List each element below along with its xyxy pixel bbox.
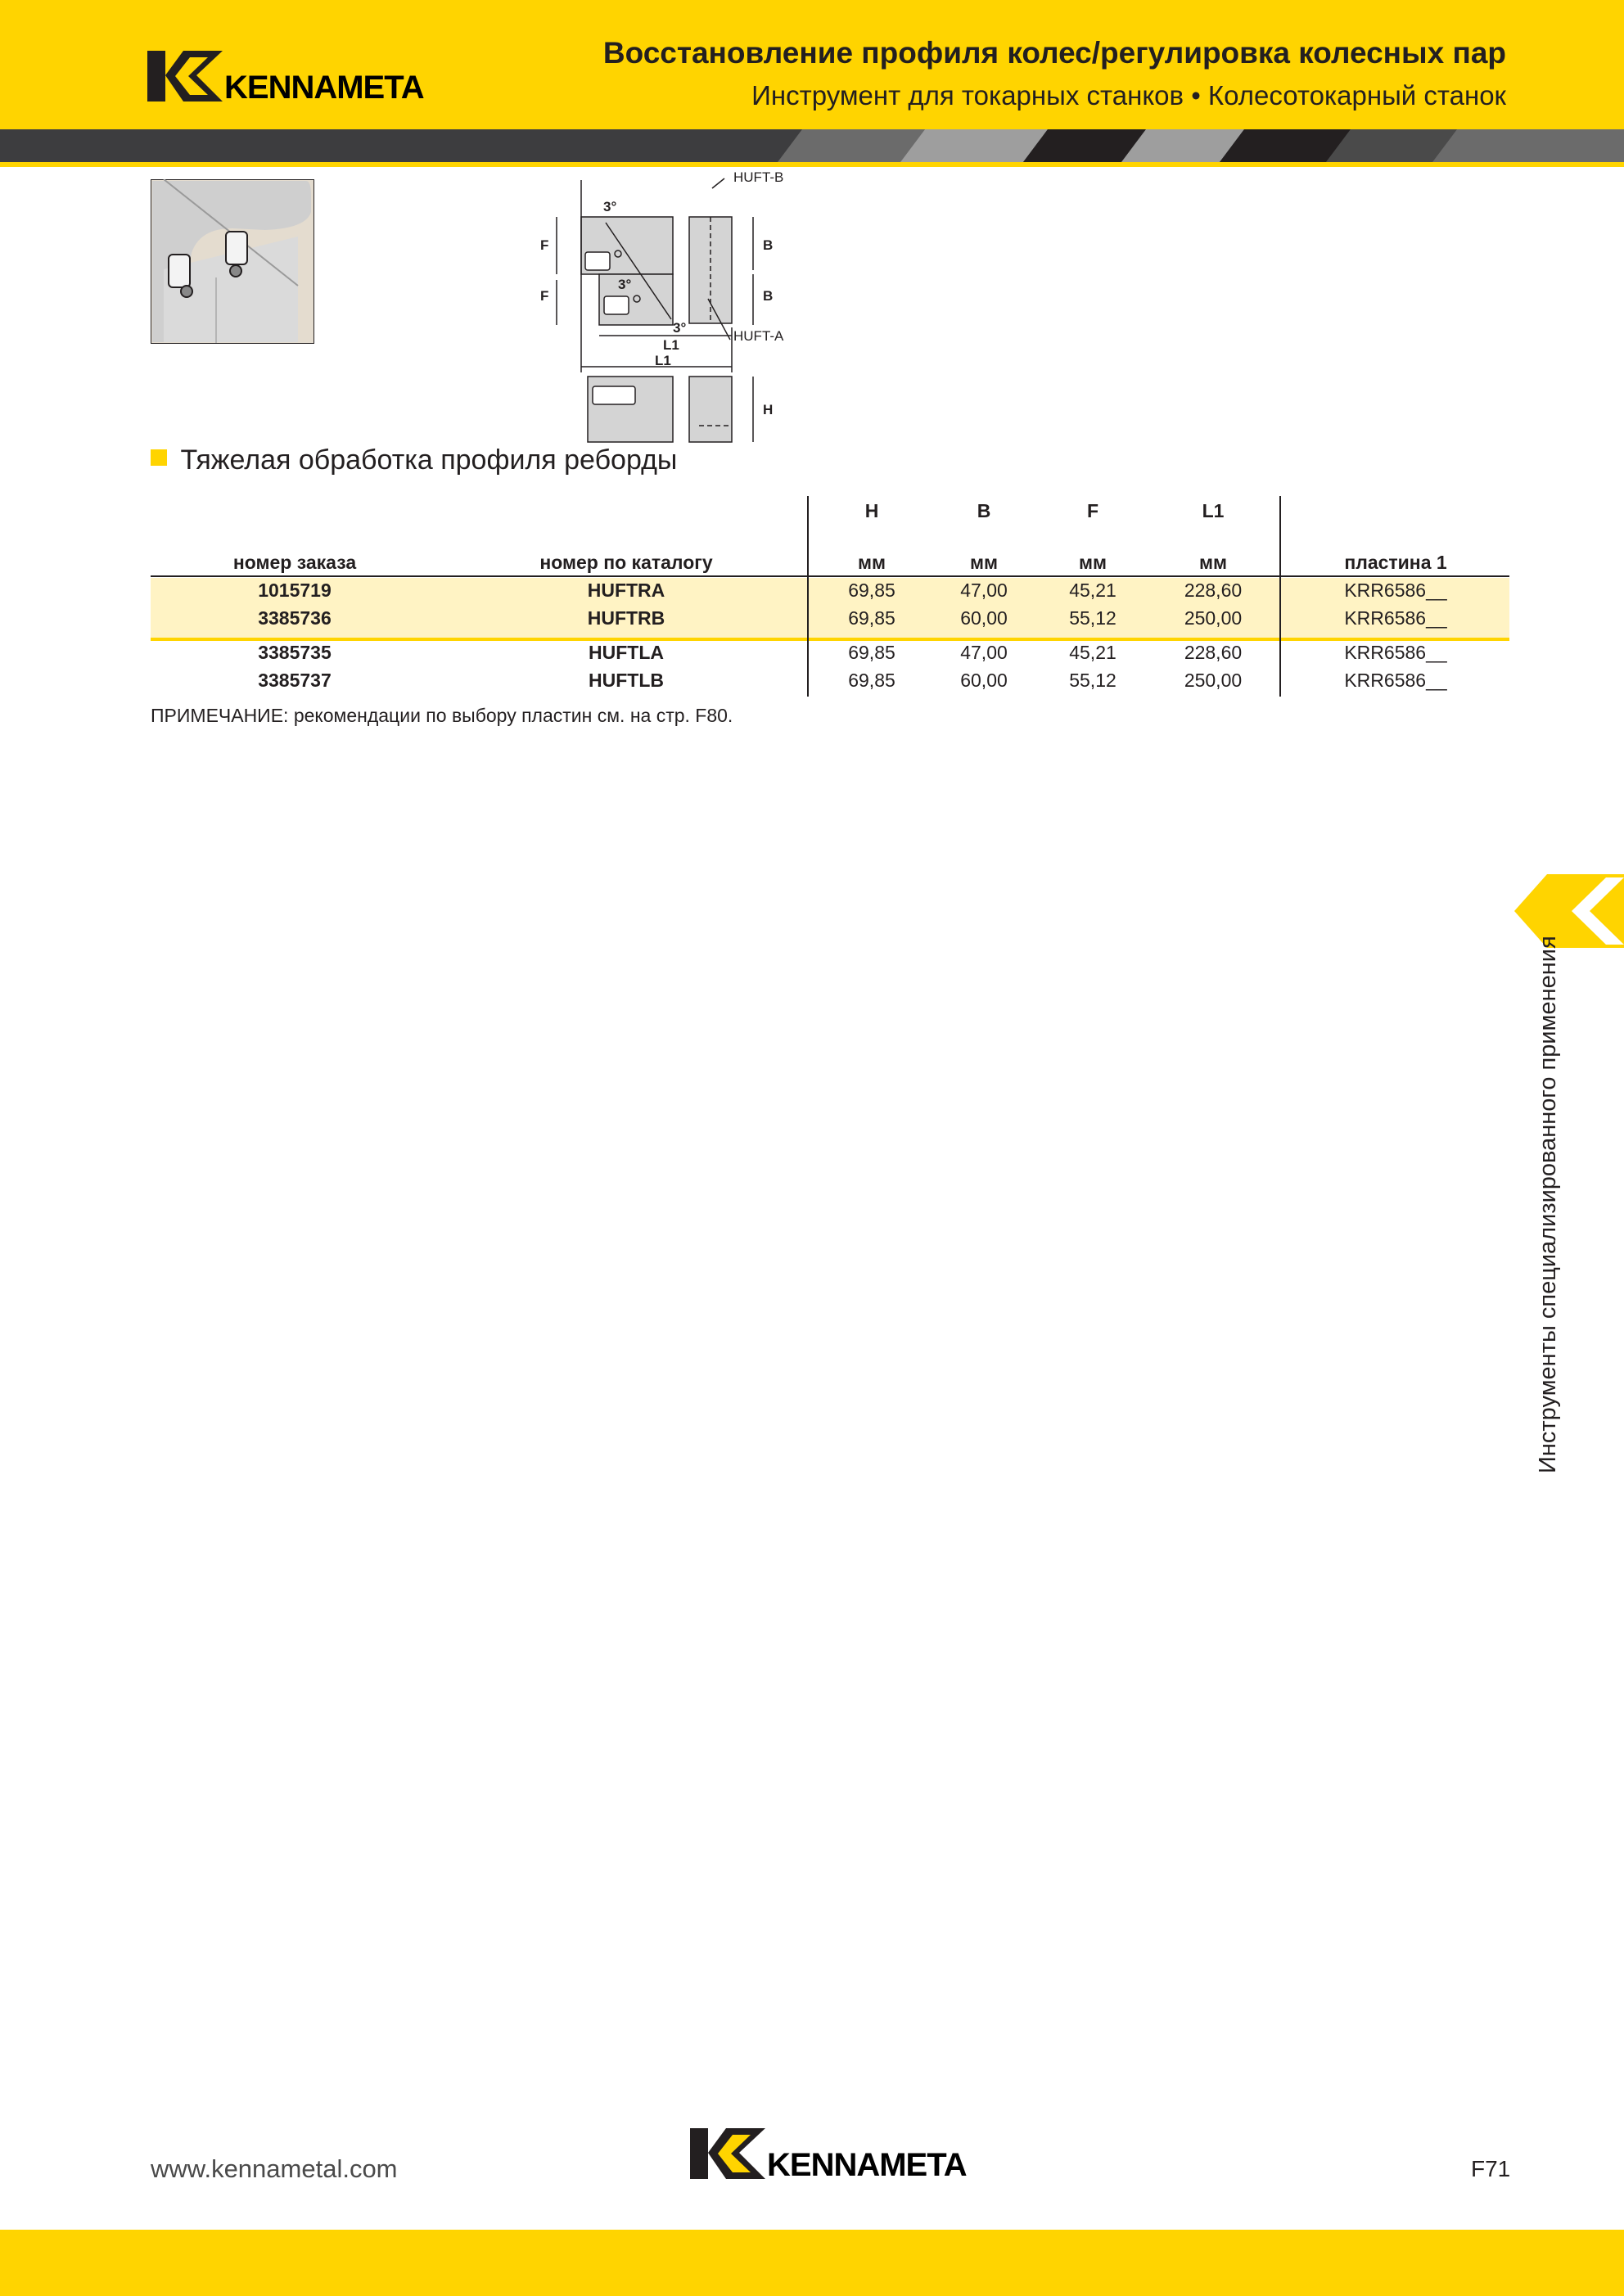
table-group-rule <box>151 638 1509 641</box>
cell-h: 69,85 <box>848 642 895 663</box>
cell-order-number: 3385736 <box>258 607 332 629</box>
cell-l1: 228,60 <box>1184 580 1243 601</box>
angle-label-bottom: 3° <box>673 320 687 336</box>
cell-catalog-number: HUFTLB <box>589 670 664 691</box>
footer-band <box>0 2230 1624 2296</box>
cell-catalog-number: HUFTRB <box>587 607 665 629</box>
label-huft-a: HUFT-A <box>733 328 784 344</box>
dim-h: H <box>763 402 774 417</box>
table-header-rule <box>151 575 1509 577</box>
cell-f: 55,12 <box>1069 670 1116 691</box>
cell-insert: KRR6586__ <box>1344 607 1447 629</box>
kennametal-k-icon <box>147 51 426 103</box>
footnote: ПРИМЕЧАНИЕ: рекомендации по выбору пластин см. на стр. F80. <box>151 705 733 726</box>
footer-website-link[interactable]: www.kennametal.com <box>151 2154 398 2183</box>
page-number: F71 <box>1471 2156 1511 2181</box>
cell-f: 45,21 <box>1069 642 1116 663</box>
dim-f-upper: F <box>540 237 549 253</box>
logo-wordmark: KENNAMETAL <box>224 70 426 103</box>
column-header-h: H <box>864 500 879 521</box>
column-unit-l1: мм <box>1198 552 1228 573</box>
cell-order-number: 1015719 <box>258 580 332 601</box>
kennametal-k-icon <box>690 2128 968 2181</box>
cell-b: 60,00 <box>960 670 1008 691</box>
cell-order-number: 3385735 <box>258 642 332 663</box>
cell-b: 47,00 <box>960 580 1008 601</box>
angle-label-mid: 3° <box>618 277 632 292</box>
cell-l1: 250,00 <box>1184 670 1243 691</box>
side-tab-label: Инструменты специализированного применения <box>1535 936 1561 1473</box>
column-header-order-number: номер заказа <box>232 552 357 573</box>
kennametal-logo <box>147 51 426 107</box>
cell-catalog-number: HUFTRA <box>587 580 665 601</box>
column-unit-f: мм <box>1078 552 1107 573</box>
table-divider <box>1279 496 1281 697</box>
column-header-b: B <box>977 500 991 521</box>
cell-h: 69,85 <box>848 670 895 691</box>
cell-insert: KRR6586__ <box>1344 670 1447 691</box>
cell-b: 47,00 <box>960 642 1008 663</box>
column-header-insert: пластина 1 <box>1344 552 1447 573</box>
page-title: Восстановление профиля колес/регулировка колесных пар <box>602 36 1506 70</box>
cell-l1: 250,00 <box>1184 607 1243 629</box>
dim-f-lower: F <box>540 288 549 304</box>
dimension-drawing <box>524 172 819 446</box>
cell-order-number: 3385737 <box>258 670 332 691</box>
cell-b: 60,00 <box>960 607 1008 629</box>
logo-wordmark: KENNAMETAL <box>767 2147 968 2181</box>
cell-f: 45,21 <box>1069 580 1116 601</box>
cell-insert: KRR6586__ <box>1344 580 1447 601</box>
decorative-stripe <box>0 129 1624 167</box>
column-unit-b: мм <box>969 552 999 573</box>
page-subtitle: Инструмент для токарных станков • Колесотокарный станок <box>751 80 1506 111</box>
kennametal-logo-footer <box>690 2128 968 2185</box>
tool-application-photo <box>151 179 314 344</box>
section-title: Тяжелая обработка профиля реборды <box>180 444 678 476</box>
cell-h: 69,85 <box>848 607 895 629</box>
dim-b-upper: B <box>763 237 774 253</box>
cell-f: 55,12 <box>1069 607 1116 629</box>
column-header-catalog-number: номер по каталогу <box>539 552 713 573</box>
cell-insert: KRR6586__ <box>1344 642 1447 663</box>
column-header-l1: L1 <box>1202 500 1225 521</box>
column-unit-h: мм <box>857 552 886 573</box>
column-header-f: F <box>1086 500 1099 521</box>
cell-catalog-number: HUFTLA <box>589 642 664 663</box>
label-huft-b: HUFT-B <box>733 172 784 185</box>
side-tab-arrow-icon <box>1514 874 1624 948</box>
angle-label-top: 3° <box>603 199 617 214</box>
section-marker-icon <box>151 449 167 466</box>
table-divider <box>807 496 809 697</box>
cell-l1: 228,60 <box>1184 642 1243 663</box>
dim-l1-outer: L1 <box>655 353 671 368</box>
dim-l1-inner: L1 <box>663 337 679 353</box>
cell-h: 69,85 <box>848 580 895 601</box>
dim-b-lower: B <box>763 288 774 304</box>
section-heading <box>151 444 677 477</box>
